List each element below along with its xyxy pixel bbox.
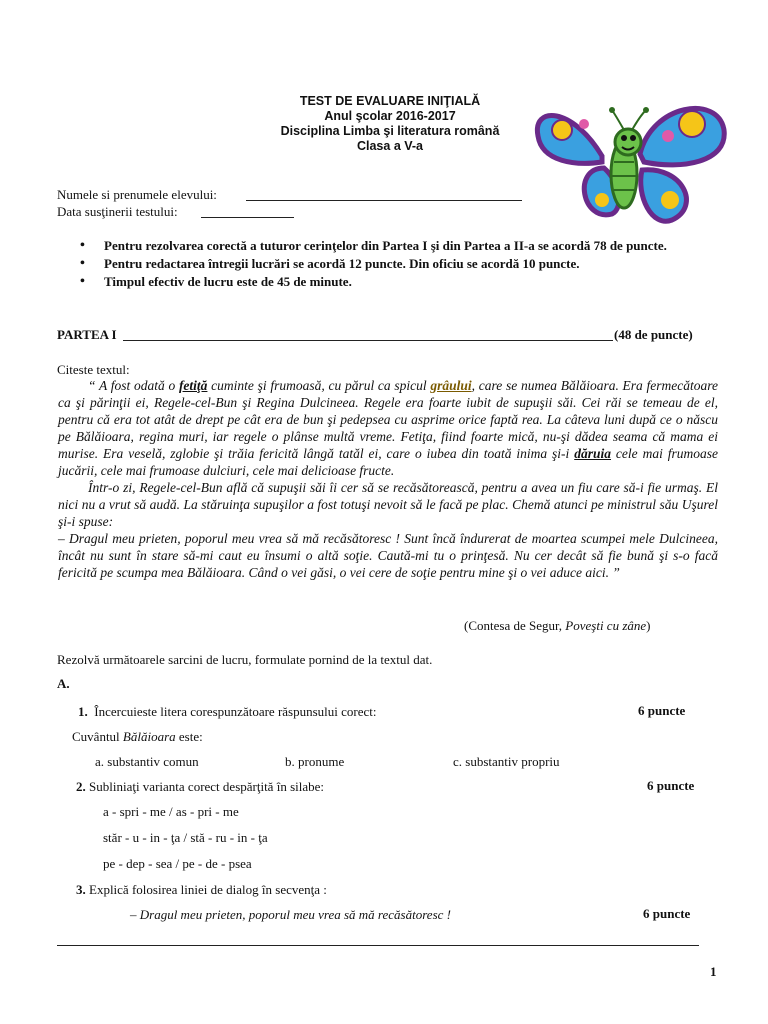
test-date-field[interactable]	[201, 217, 294, 218]
reading-intro: Citeste textul:	[57, 362, 130, 377]
page-number: 1	[710, 964, 717, 979]
q2-option-1[interactable]: a - spri - me / as - pri - me	[103, 804, 239, 819]
q1-option-b[interactable]: b. pronume	[285, 754, 345, 769]
student-name-field[interactable]	[246, 200, 522, 201]
answer-line[interactable]	[57, 945, 699, 946]
school-year: Anul şcolar 2016-2017	[324, 109, 456, 123]
q1-option-c[interactable]: c. substantiv propriu	[453, 754, 560, 769]
question-1-points: 6 puncte	[638, 703, 686, 718]
butterfly-illustration	[532, 96, 732, 230]
question-3-quote: – Dragul meu prieten, poporul meu vrea să mă recăsătoresc !	[130, 907, 451, 922]
instruction-item: • Timpul efectiv de lucru este de 45 de minute.	[80, 273, 720, 291]
class-level: Clasa a V-a	[356, 139, 423, 153]
part-points: (48 de puncte)	[614, 327, 693, 342]
question-1: 1. Încercuieste litera corespunzătoare răspunsului corect:	[78, 704, 377, 719]
q2-option-3[interactable]: pe - dep - sea / pe - de - psea	[103, 856, 252, 871]
reading-text: “ A fost odată o fetiţă cuminte şi frumoasă, cu părul ca spicul grâului, care se numea Bălăioara. Era fermecătoare ca şi părinţii ei, Regele-cel-Bun şi Regina Dulcineea. Regele era foarte iubit de supuşii săi. Cei răi se temeau de el, pentru că era tot atât de drept pe cât era de bun şi pedepsea cu asprime orice faptă rea. La câteva luni după ce o născu pe Bălăioara, regina muri, iar regele o plânse multă vreme. Fetiţa, fiind foarte mică, nu-şi dădea seama că mama ei murise. Era veselă, zglobie şi trăia fericită lângă tatăl ei, care o iubea din toată inima şi-i dăruia cele mai frumoase jucării, cele mai frumoase dulciuri, cele mai delicioase fructe. Într-o zi, Regele-cel-Bun află că supuşii săi îi cer să se recăsătorească, pentru a avea un fiu care să-i fie urmaş. El nici nu a vrut să audă. La stăruinţa supuşilor a fost totuşi nevoit să le facă pe plac. Chemă atunci pe ministrul său Uşurel şi-i spuse: – Dragul meu prieten, poporul meu vrea să mă recăsătoresc ! Sunt încă îndurerat de moartea scumpei mele Dulcineea, încât nu sunt în stare să-mi caut eu însumi o altă soţie. Caută-mi tu o prinţesă. Nu cer decât să fie bună şi s-o facă fericită pe scumpa mea Bălăioara. Când o vei găsi, o vei cere de soţie pentru mine şi o vei aduce aici. ”	[58, 378, 719, 580]
instruction-item: • Pentru redactarea întregii lucrări se acordă 12 puncte. Din oficiu se acordă 10 puncte.	[80, 255, 720, 273]
instructions-list	[80, 237, 720, 291]
test-title: TEST DE EVALUARE INIŢIALĂ	[299, 94, 481, 108]
part-label: PARTEA I	[57, 327, 117, 342]
reading-paragraph-3: – Dragul meu prieten, poporul meu vrea să mă recăsătoresc ! Sunt încă îndurerat de moartea scumpei mele Dulcineea, încât nu sunt în stare să-mi caut eu însumi o altă soţie. Caută-mi tu o prinţesă. Nu cer decât să fie bună şi s-o facă fericită pe scumpa mea Bălăioara. Când o vei găsi, o vei cere de soţie pentru mine şi o vei aduce aici. ”	[58, 531, 718, 580]
question-1-subject: Cuvântul Bălăioara este:	[72, 729, 203, 744]
student-name-label: Numele si prenumele elevului:	[57, 187, 217, 202]
question-3-points: 6 puncte	[643, 906, 691, 921]
tasks-intro: Rezolvă următoarele sarcini de lucru, formulate pornind de la textul dat.	[57, 652, 433, 667]
reading-paragraph-2: Într-o zi, Regele-cel-Bun află că supuşii săi îi cer să se recăsătorească, pentru a avea un fiu care să-i fie urmaş. El nici nu a vrut să audă. La stăruinţa supuşilor a fost totuşi nevoit să le facă pe plac. Chemă atunci pe ministrul său Uşurel şi-i spuse:	[58, 480, 718, 529]
part-divider	[123, 340, 613, 341]
instruction-item: • Pentru rezolvarea corectă a tuturor cerinţelor din Partea I şi din Partea a II-a se acordă 78 de puncte.	[80, 237, 720, 255]
highlight-word-daruia: dăruia	[574, 446, 611, 461]
question-2-points: 6 puncte	[647, 778, 695, 793]
q2-option-2[interactable]: stăr - u - in - ţa / stă - ru - in - ţa	[103, 830, 268, 845]
question-2: 2. Subliniaţi varianta corect despărţită în silabe:	[76, 779, 325, 794]
highlight-word-graului: grâului	[430, 378, 472, 393]
question-3: 3. Explică folosirea liniei de dialog în secvenţa :	[76, 882, 327, 897]
discipline: Disciplina Limba şi literatura română	[280, 124, 500, 138]
reading-source: (Contesa de Segur, Poveşti cu zâne)	[464, 618, 651, 633]
q1-option-a[interactable]: a. substantiv comun	[95, 754, 199, 769]
highlight-word-fetita: fetiţă	[178, 378, 208, 393]
section-a-label: A.	[57, 676, 70, 691]
test-date-label: Data susţinerii testului:	[57, 204, 178, 219]
